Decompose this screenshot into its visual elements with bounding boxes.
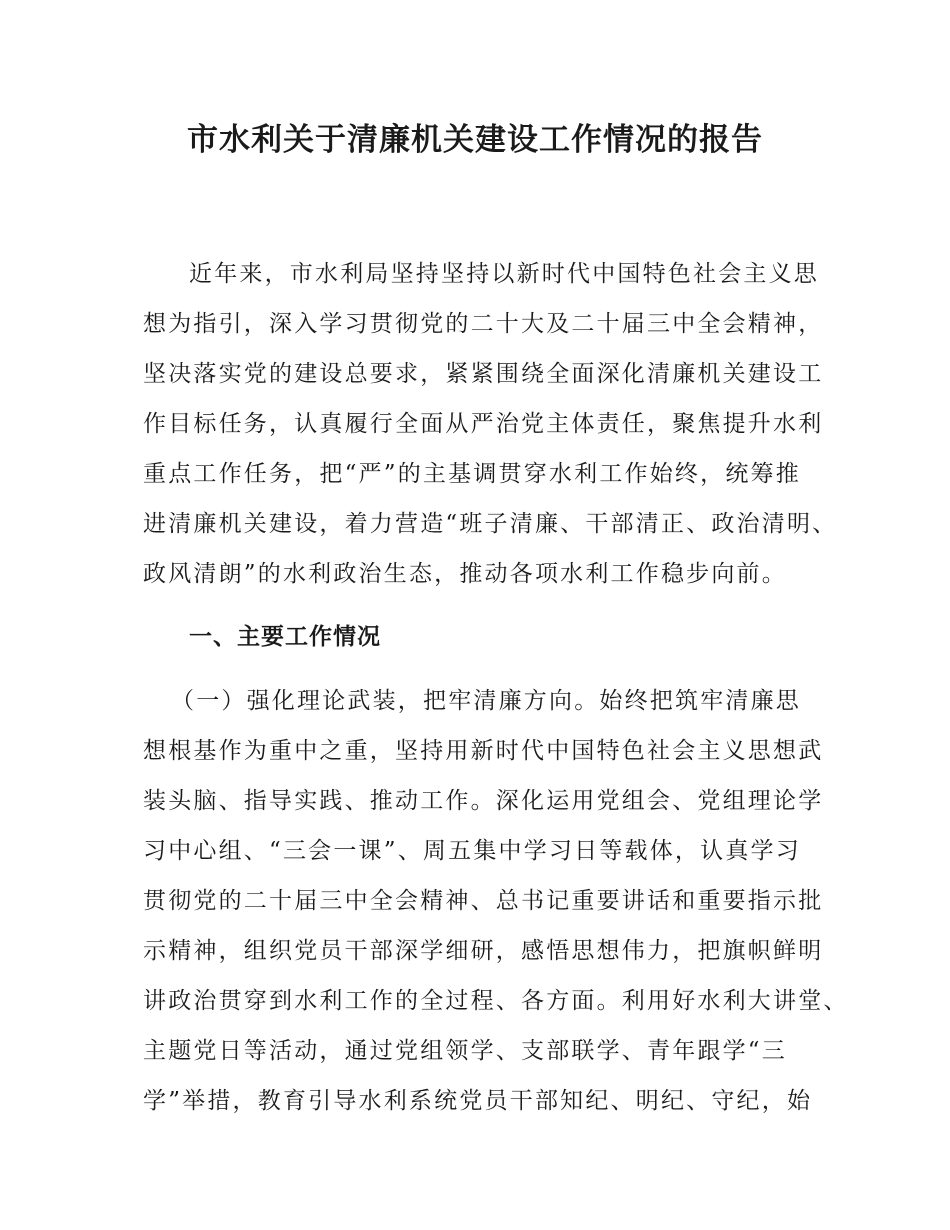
- text-line: 进清廉机关建设，着力营造“班子清廉、干部清正、政治清明、: [143, 511, 838, 537]
- text-line: 讲政治贯穿到水利工作的全过程、各方面。利用好水利大讲堂、: [143, 988, 849, 1014]
- text-line: 装头脑、指导实践、推动工作。深化运用党组会、党组理论学: [143, 788, 824, 814]
- document-title: 市水利关于清廉机关建设工作情况的报告: [187, 122, 763, 158]
- text-line: 学”举措，教育引导水利系统党员干部知纪、明纪、守纪，始: [143, 1088, 813, 1114]
- text-line: 想为指引，深入学习贯彻党的二十大及二十届三中全会精神，: [143, 311, 824, 337]
- section-heading: 一、主要工作情况: [189, 624, 381, 650]
- text-line: 主题党日等活动，通过党组领学、支部联学、青年跟学“三: [143, 1038, 787, 1064]
- text-line: 作目标任务，认真履行全面从严治党主体责任，聚焦提升水利: [143, 411, 824, 437]
- text-line: 习中心组、“三会一课”、周五集中学习日等载体，认真学习: [143, 838, 801, 864]
- text-line: 重点工作任务，把“严”的主基调贯穿水利工作始终，统筹推: [143, 461, 801, 487]
- text-line: 示精神，组织党员干部深学细研，感悟思想伟力，把旗帜鲜明: [143, 938, 824, 964]
- text-line: 坚决落实党的建设总要求，紧紧围绕全面深化清廉机关建设工: [143, 361, 824, 387]
- text-line: 想根基作为重中之重，坚持用新时代中国特色社会主义思想武: [143, 738, 824, 764]
- text-line: （一）强化理论武装，把牢清廉方向。始终把筑牢清廉思: [171, 688, 801, 714]
- section-one-paragraph: [143, 677, 849, 1127]
- text-line: 近年来，市水利局坚持坚持以新时代中国特色社会主义思: [189, 261, 819, 287]
- text-line: 政风清朗”的水利政治生态，推动各项水利工作稳步向前。: [143, 561, 787, 587]
- intro-paragraph: [143, 250, 838, 600]
- text-line: 贯彻党的二十届三中全会精神、总书记重要讲话和重要指示批: [143, 888, 824, 914]
